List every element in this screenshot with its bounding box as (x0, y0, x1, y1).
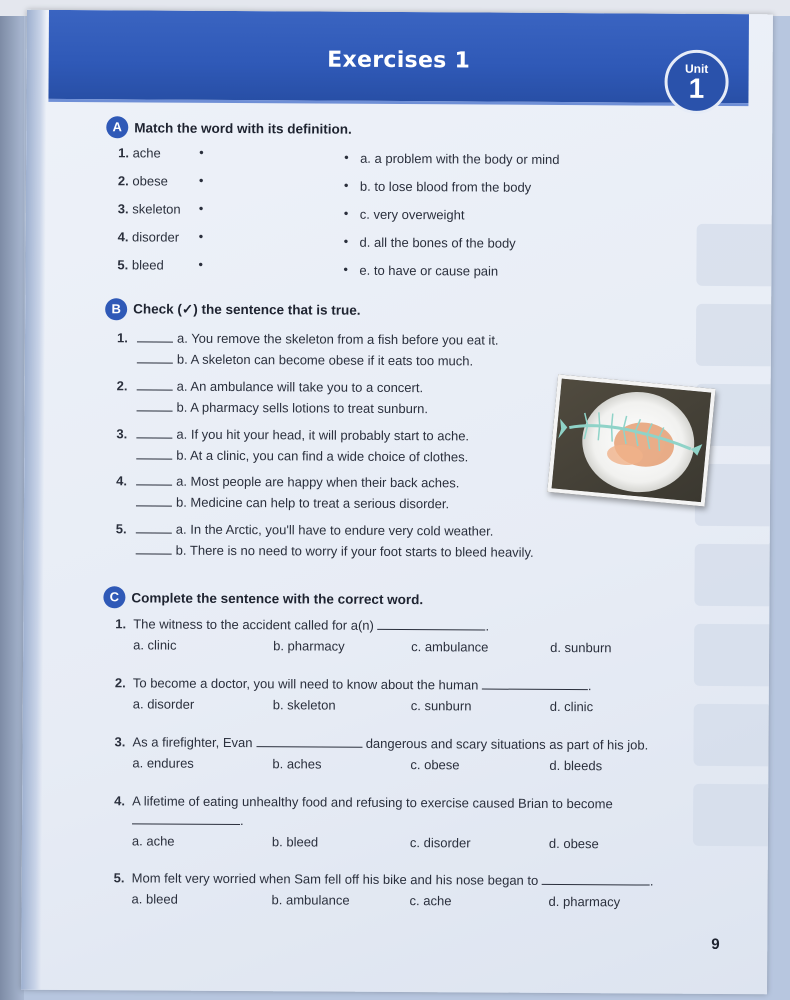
check-item-1a: 1. a. You remove the skeleton from a fish before you eat it. (116, 330, 499, 348)
page-title: Exercises 1 (327, 47, 471, 74)
check-blank[interactable] (137, 379, 173, 390)
option-2b[interactable]: b. skeleton (272, 697, 336, 713)
check-blank[interactable] (137, 331, 173, 342)
option-4b[interactable]: b. bleed (271, 834, 319, 850)
background-edge (0, 0, 24, 1000)
section-c-letter: C (103, 586, 125, 608)
faded-side-tabs (677, 224, 771, 925)
check-blank[interactable] (137, 352, 173, 363)
answer-blank[interactable] (377, 619, 485, 631)
check-blank[interactable] (137, 400, 173, 411)
match-dot-right-c[interactable]: • (343, 205, 349, 221)
option-2d[interactable]: d. clinic (549, 698, 594, 715)
match-dot-right-b[interactable]: • (343, 177, 349, 193)
option-5a[interactable]: a. bleed (131, 891, 178, 907)
workbook-page (21, 10, 773, 995)
option-3b[interactable]: b. aches (272, 756, 322, 772)
option-5c[interactable]: c. ache (409, 893, 452, 909)
unit-number: 1 (688, 72, 705, 104)
match-word-2: 2. obese (117, 173, 168, 189)
check-item-5a: 5. a. In the Arctic, you'll have to endure very cold weather. (115, 521, 494, 539)
check-blank[interactable] (136, 543, 172, 554)
match-dot-left-1[interactable]: • (199, 144, 204, 160)
match-dot-left-2[interactable]: • (198, 172, 204, 188)
unit-label: Unit (684, 61, 709, 76)
match-dot-left-4[interactable]: • (198, 228, 204, 244)
section-a-title: Match the word with its definition. (134, 119, 352, 137)
match-dot-right-d[interactable]: • (343, 233, 349, 249)
option-5b[interactable]: b. ambulance (271, 892, 350, 908)
section-a-header (106, 116, 352, 139)
match-word-3: 3. skeleton (117, 201, 181, 217)
check-blank[interactable] (136, 448, 172, 459)
check-item-4a: 4. a. Most people are happy when their back aches. (116, 473, 460, 491)
fish-skeleton-photo (547, 374, 715, 506)
match-dot-right-e[interactable]: • (343, 261, 349, 277)
section-c-header (103, 586, 423, 610)
option-2a[interactable]: a. disorder (132, 696, 195, 712)
match-word-5: 5. bleed (117, 257, 164, 273)
check-item-5b: b. There is no need to worry if your foot starts to bleed heavily. (136, 542, 534, 559)
option-4c[interactable]: c. disorder (409, 835, 471, 851)
check-blank[interactable] (136, 427, 172, 438)
definition-c: c. very overweight (359, 206, 465, 223)
check-item-2b: b. A pharmacy sells lotions to treat sunburn. (137, 399, 429, 416)
option-1b[interactable]: b. pharmacy (273, 638, 345, 654)
definition-e: e. to have or cause pain (359, 262, 499, 279)
option-4a[interactable]: a. ache (131, 833, 175, 849)
complete-item-4: 4. A lifetime of eating unhealthy food and refusing to exercise caused Brian to become (114, 793, 613, 812)
section-c-title: Complete the sentence with the correct word. (131, 589, 424, 607)
fish-skeleton-icon (552, 379, 712, 503)
answer-blank[interactable] (542, 874, 650, 886)
option-1d[interactable]: d. sunburn (550, 639, 612, 656)
unit-badge (664, 50, 728, 114)
check-blank[interactable] (136, 495, 172, 506)
answer-blank[interactable] (482, 679, 588, 691)
match-dot-left-3[interactable]: • (198, 200, 204, 216)
match-dot-left-5[interactable]: • (198, 256, 204, 272)
check-blank[interactable] (136, 522, 172, 533)
complete-item-5: 5. Mom felt very worried when Sam fell off his bike and his nose began to . (113, 870, 654, 889)
header-banner (48, 10, 749, 106)
match-dot-right-a[interactable]: • (344, 149, 349, 165)
complete-item-1: 1. The witness to the accident called for a(n) . (115, 616, 490, 634)
check-item-2a: 2. a. An ambulance will take you to a concert. (116, 378, 424, 396)
option-3d[interactable]: d. bleeds (549, 757, 603, 774)
check-item-3a: 3. a. If you hit your head, it will probably start to ache. (116, 426, 470, 444)
complete-item-4-blank-line: . (132, 812, 244, 828)
answer-blank[interactable] (132, 813, 240, 825)
section-b-header (105, 298, 361, 322)
answer-blank[interactable] (256, 736, 362, 748)
definition-b: b. to lose blood from the body (359, 178, 532, 195)
check-item-3b: b. At a clinic, you can find a wide choice of clothes. (136, 447, 468, 464)
option-2c[interactable]: c. sunburn (410, 698, 472, 714)
match-word-1: 1. ache (118, 145, 161, 161)
section-b-letter: B (105, 298, 127, 320)
definition-a: a. a problem with the body or mind (360, 150, 560, 167)
complete-item-2: 2. To become a doctor, you will need to know about the human . (114, 675, 592, 694)
check-item-1b: b. A skeleton can become obese if it eats too much. (137, 351, 473, 368)
definition-d: d. all the bones of the body (359, 234, 516, 251)
complete-item-3: 3. As a firefighter, Evan dangerous and scary situations as part of his job. (114, 734, 649, 753)
page-number: 9 (711, 935, 720, 953)
option-3a[interactable]: a. endures (132, 755, 194, 771)
match-word-4: 4. disorder (117, 229, 180, 245)
check-blank[interactable] (136, 474, 172, 485)
page-spine-shadow (21, 10, 47, 990)
option-4d[interactable]: d. obese (548, 835, 599, 852)
option-5d[interactable]: d. pharmacy (548, 893, 621, 910)
section-a-letter: A (106, 116, 128, 138)
option-3c[interactable]: c. obese (410, 757, 460, 773)
option-1c[interactable]: c. ambulance (411, 639, 489, 655)
section-b-title: Check (✓) the sentence that is true. (133, 301, 361, 318)
option-1a[interactable]: a. clinic (133, 637, 177, 653)
check-item-4b: b. Medicine can help to treat a serious disorder. (136, 494, 449, 511)
